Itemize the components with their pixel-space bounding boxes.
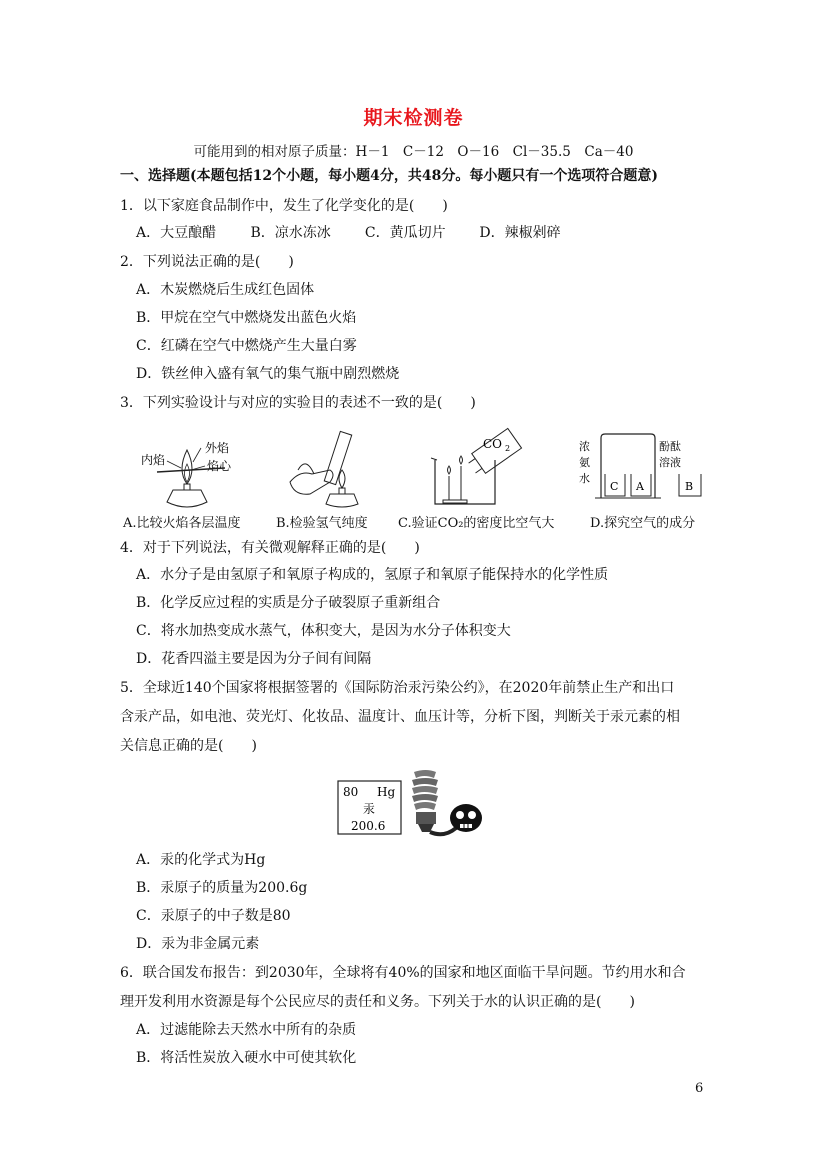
question-6-stem-line-2: 理开发利用水资源是每个公民应尽的责任和义务。下列关于水的认识正确的是( ) bbox=[120, 994, 635, 1010]
q6-option-a: A．过滤能除去天然水中所有的杂质 bbox=[136, 1022, 357, 1038]
page-number: 6 bbox=[695, 1081, 704, 1096]
label-phenolphthalein-1: 酚酞 bbox=[659, 440, 681, 453]
q1-option-a: A．大豆酿醋 bbox=[136, 225, 217, 241]
q4-option-a: A．水分子是由氢原子和氧原子构成的，氢原子和氧原子能保持水的化学性质 bbox=[136, 567, 609, 583]
label-outer-flame: 外焰 bbox=[205, 441, 230, 455]
q4-option-d: D．花香四溢主要是因为分子间有间隔 bbox=[136, 651, 372, 667]
q2-option-a: A．木炭燃烧后生成红色固体 bbox=[136, 282, 315, 298]
element-name: 汞 bbox=[363, 802, 376, 816]
label-flame-core: 焰心 bbox=[207, 459, 232, 473]
figure-c-co2-beaker bbox=[425, 426, 525, 510]
caption-a: A.比较火焰各层温度 bbox=[123, 516, 241, 531]
q1-option-d: D．辣椒剁碎 bbox=[479, 225, 561, 241]
question-5-stem-line-2: 含汞产品，如电池、荧光灯、化妆品、温度计、血压计等，分析下图，判断关于汞元素的相 bbox=[120, 709, 680, 725]
q5-option-d: D．汞为非金属元素 bbox=[136, 936, 260, 952]
question-1-stem: 1．以下家庭食品制作中，发生了化学变化的是( ) bbox=[120, 198, 448, 214]
element-atomic-mass: 200.6 bbox=[351, 819, 386, 833]
element-atomic-number: 80 bbox=[343, 785, 359, 799]
figure-b-hydrogen-test bbox=[280, 430, 380, 510]
element-symbol: Hg bbox=[377, 785, 396, 799]
lamp-and-skull-image bbox=[404, 766, 490, 842]
label-ammonia-1: 浓 bbox=[579, 440, 590, 453]
q4-option-b: B．化学反应过程的实质是分子破裂原子重新组合 bbox=[136, 595, 441, 611]
q5-option-b: B．汞原子的质量为200.6g bbox=[136, 880, 308, 896]
question-4-stem: 4．对于下列说法，有关微观解释正确的是( ) bbox=[120, 540, 420, 556]
page-title: 期末检测卷 bbox=[363, 107, 464, 129]
q2-option-c: C．红磷在空气中燃烧产生大量白雾 bbox=[136, 338, 357, 354]
atomic-mass-note: 可能用到的相对原子质量：H－1 C－12 O－16 Cl－35.5 Ca－40 bbox=[193, 144, 634, 160]
question-5-stem-line-3: 关信息正确的是( ) bbox=[120, 738, 257, 754]
label-beaker-a: A bbox=[636, 480, 644, 493]
q2-option-b: B．甲烷在空气中燃烧发出蓝色火焰 bbox=[136, 310, 357, 326]
caption-d: D.探究空气的成分 bbox=[590, 516, 696, 531]
figure-d-ammonia-diffusion bbox=[575, 430, 715, 510]
label-co2: CO bbox=[483, 437, 503, 451]
q4-option-c: C．将水加热变成水蒸气，体积变大，是因为水分子体积变大 bbox=[136, 623, 511, 639]
q1-option-c: C．黄瓜切片 bbox=[364, 225, 446, 241]
figure-a-flame bbox=[135, 432, 265, 510]
mercury-element-cell bbox=[337, 780, 403, 836]
section-heading: 一、选择题(本题包括12个小题，每小题4分，共48分。每小题只有一个选项符合题意) bbox=[120, 168, 658, 184]
question-3-stem: 3．下列实验设计与对应的实验目的表述不一致的是( ) bbox=[120, 395, 476, 411]
question-6-stem-line-1: 6．联合国发布报告：到2030年，全球将有40%的国家和地区面临干旱问题。节约用水和合 bbox=[120, 965, 686, 981]
label-inner-flame: 内焰 bbox=[141, 453, 166, 467]
label-beaker-b: B bbox=[685, 480, 694, 493]
question-1-options bbox=[136, 223, 561, 243]
q5-option-a: A．汞的化学式为Hg bbox=[136, 852, 266, 868]
label-ammonia-3: 水 bbox=[579, 472, 590, 485]
label-ammonia-2: 氨 bbox=[579, 456, 590, 469]
label-beaker-c: C bbox=[610, 480, 619, 493]
q5-option-c: C．汞原子的中子数是80 bbox=[136, 908, 291, 924]
question-5-stem-line-1: 5．全球近140个国家将根据签署的《国际防治汞污染公约》，在2020年前禁止生产和出口 bbox=[120, 680, 675, 696]
label-co2-subscript: 2 bbox=[505, 444, 511, 453]
q2-option-d: D．铁丝伸入盛有氧气的集气瓶中剧烈燃烧 bbox=[136, 366, 400, 382]
question-2-stem: 2．下列说法正确的是( ) bbox=[120, 254, 294, 270]
q6-option-b: B．将活性炭放入硬水中可使其软化 bbox=[136, 1050, 357, 1066]
caption-c: C.验证CO₂的密度比空气大 bbox=[398, 516, 555, 531]
q1-option-b: B．凉水冻冰 bbox=[250, 225, 331, 241]
caption-b: B.检验氢气纯度 bbox=[276, 516, 368, 531]
label-phenolphthalein-2: 溶液 bbox=[659, 456, 681, 469]
